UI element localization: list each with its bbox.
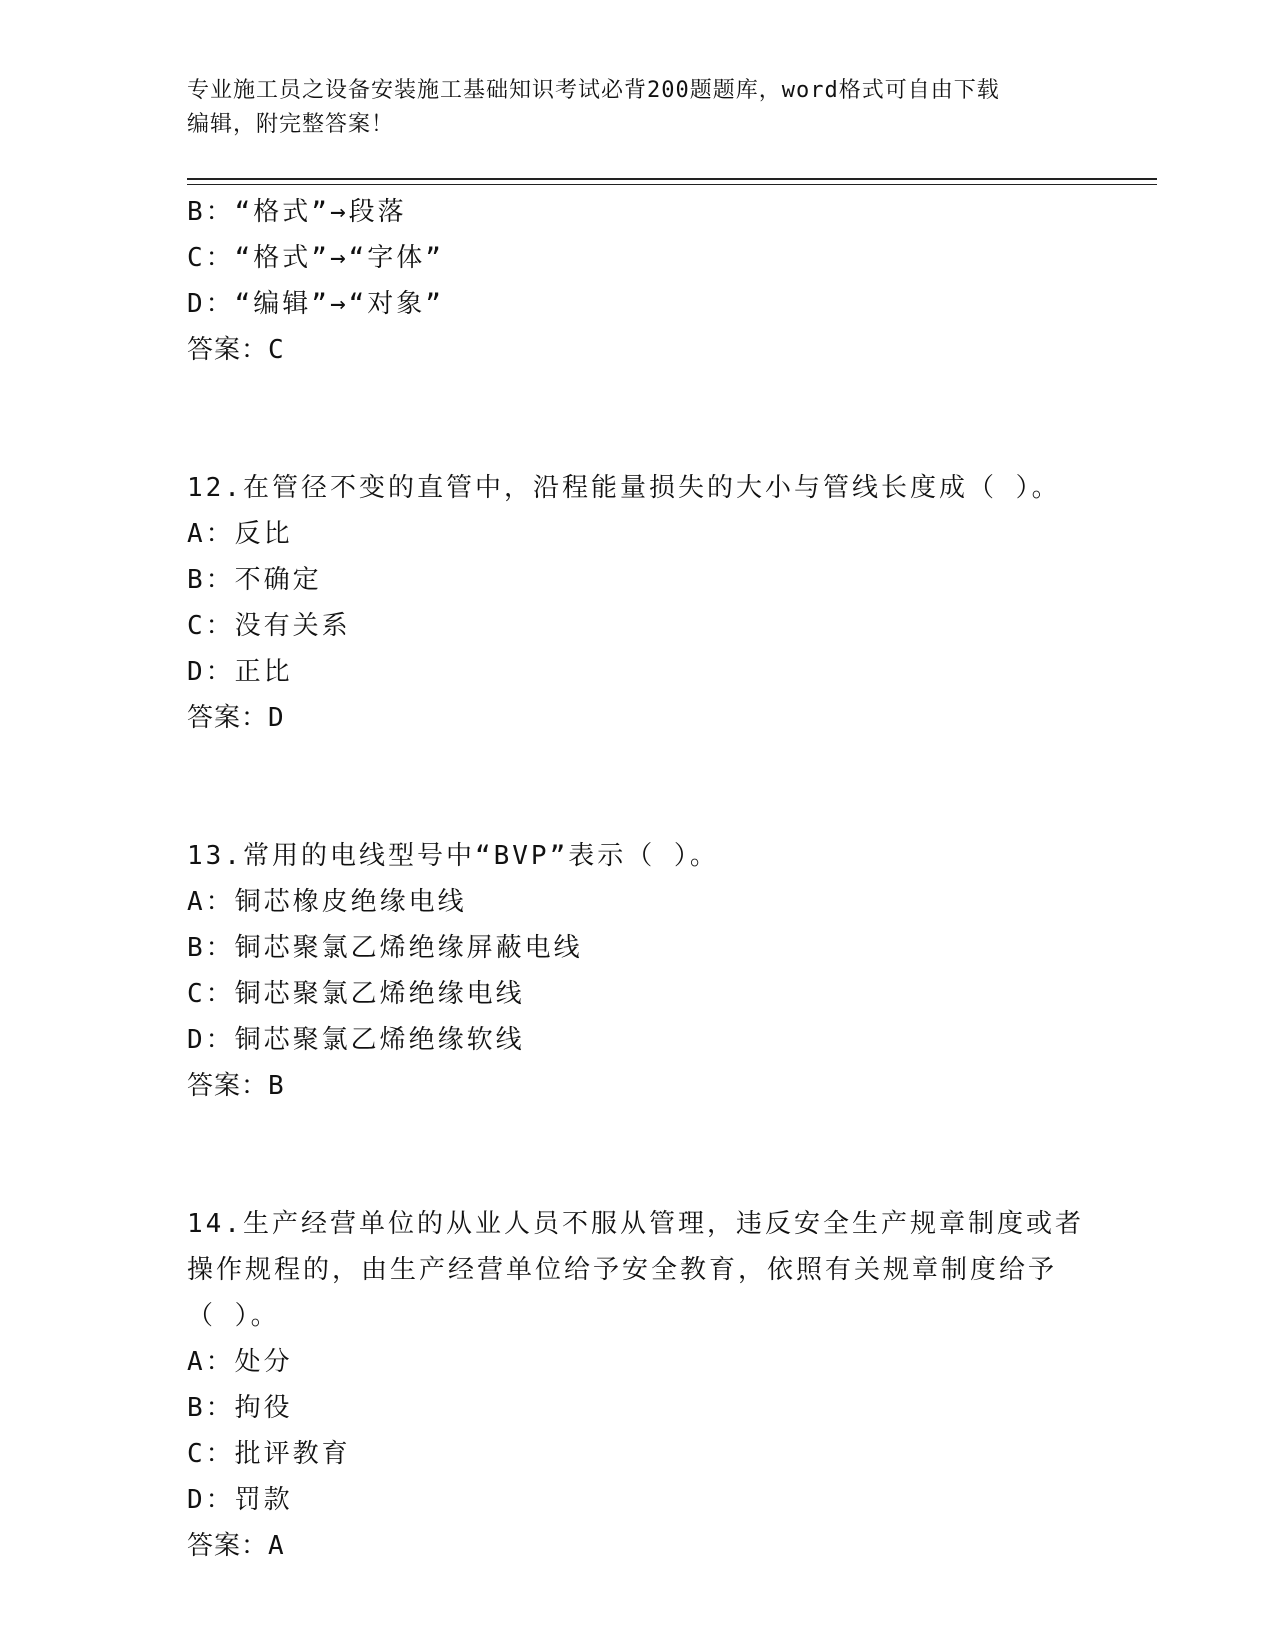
option-d: D：铜芯聚氯乙烯绝缘软线: [187, 1025, 525, 1055]
option-b: B：“格式”→段落: [187, 197, 407, 227]
header-divider-thick: [187, 178, 1157, 180]
header-divider-thin: [187, 184, 1157, 185]
option-b: B：拘役: [187, 1393, 293, 1423]
spacer: [187, 1109, 1087, 1201]
question-text: 12.在管径不变的直管中，沿程能量损失的大小与管线长度成（ ）。: [187, 473, 1061, 503]
header-line-2: 编辑，附完整答案！: [187, 112, 395, 137]
option-b: B：不确定: [187, 565, 322, 595]
option-a: A：反比: [187, 519, 293, 549]
option-c: C：“格式”→“字体”: [187, 243, 444, 273]
option-d: D：罚款: [187, 1485, 293, 1515]
option-b: B：铜芯聚氯乙烯绝缘屏蔽电线: [187, 933, 583, 963]
answer: 答案：B: [187, 1071, 285, 1101]
question-text-line-2: 操作规程的，由生产经营单位给予安全教育，依照有关规章制度给予: [187, 1255, 1058, 1285]
answer: 答案：C: [187, 335, 285, 365]
question-12: [187, 465, 1087, 741]
option-c: C：没有关系: [187, 611, 351, 641]
option-a: A：处分: [187, 1347, 293, 1377]
question-13: [187, 833, 1087, 1109]
question-text: 13.常用的电线型号中“BVP”表示（ ）。: [187, 841, 719, 871]
answer: 答案：A: [187, 1531, 285, 1561]
option-d: D：“编辑”→“对象”: [187, 289, 444, 319]
question-14: [187, 1201, 1087, 1569]
question-11: [187, 189, 1087, 373]
document-header: [187, 74, 1087, 142]
option-c: C：铜芯聚氯乙烯绝缘电线: [187, 979, 525, 1009]
option-c: C：批评教育: [187, 1439, 351, 1469]
option-d: D：正比: [187, 657, 293, 687]
spacer: [187, 373, 1087, 465]
spacer: [187, 741, 1087, 833]
question-text-line-3: （ ）。: [187, 1301, 280, 1331]
answer: 答案：D: [187, 703, 285, 733]
question-text-line-1: 14.生产经营单位的从业人员不服从管理，违反安全生产规章制度或者: [187, 1209, 1084, 1239]
option-a: A：铜芯橡皮绝缘电线: [187, 887, 467, 917]
document-body: [187, 189, 1087, 1569]
header-line-1: 专业施工员之设备安装施工基础知识考试必背200题题库，word格式可自由下载: [187, 78, 1000, 103]
